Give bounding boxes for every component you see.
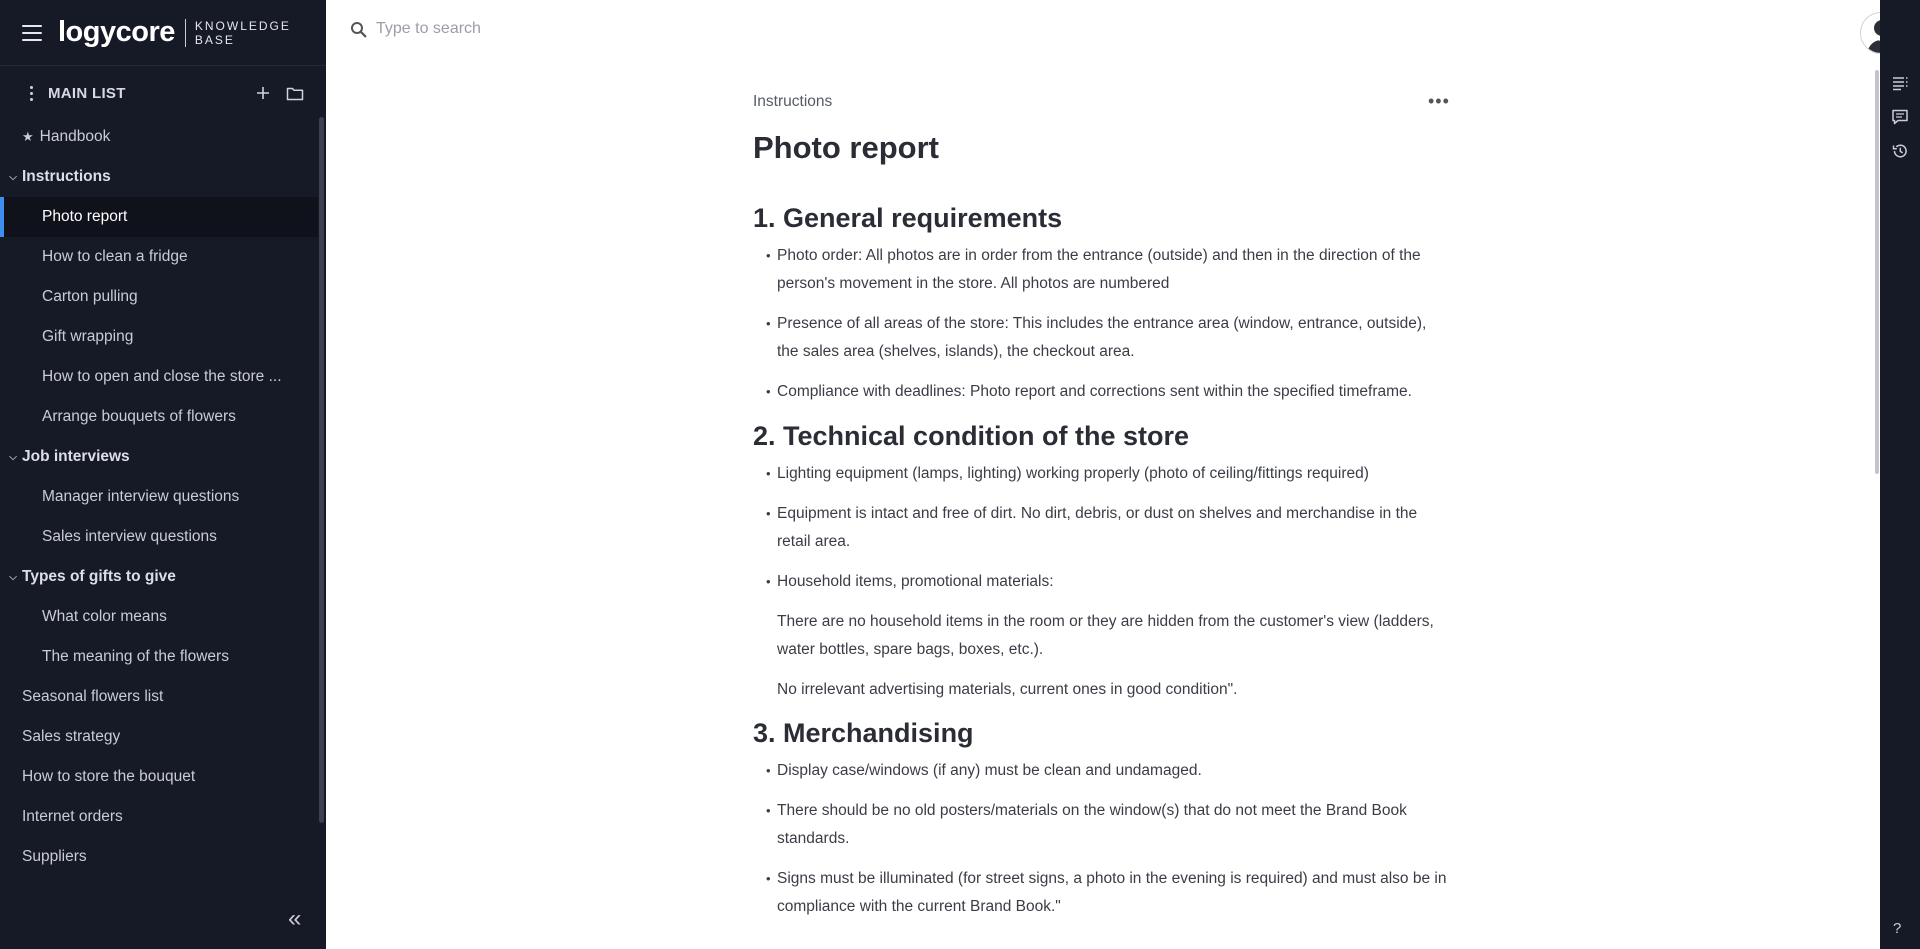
search-input[interactable] xyxy=(376,20,776,38)
chevron-down-icon[interactable]: ⌵ xyxy=(9,451,17,463)
sidebar-item-label: Manager interview questions xyxy=(42,488,240,505)
sidebar-item-arrange-bouquets[interactable] xyxy=(0,397,318,437)
paragraph: There are no household items in the room or they are hidden from the customer's view (ladders, water bottles, spare bags, boxes, etc.). xyxy=(777,613,1434,658)
sidebar-item-label: Types of gifts to give xyxy=(22,568,176,585)
logo[interactable]: logycore xyxy=(58,16,175,48)
sidebar-item-clean-fridge[interactable] xyxy=(0,237,318,277)
sidebar-item-label: Seasonal flowers list xyxy=(22,688,164,705)
right-rail xyxy=(1880,0,1920,949)
sidebar-item-label: The meaning of the flowers xyxy=(42,648,229,665)
sidebar-item-label: How to open and close the store ... xyxy=(42,368,282,385)
paragraph: No irrelevant advertising materials, current ones in good condition". xyxy=(777,681,1238,698)
sidebar-group-instructions[interactable] xyxy=(0,157,318,197)
sidebar-item-label: How to clean a fridge xyxy=(42,248,188,265)
sidebar-item-label: Gift wrapping xyxy=(42,328,134,345)
brand-bar xyxy=(0,0,326,66)
list-header xyxy=(0,69,326,117)
list-options-icon[interactable] xyxy=(24,86,38,101)
menu-icon[interactable] xyxy=(22,25,42,41)
sidebar-item-suppliers[interactable] xyxy=(0,837,318,877)
section-heading: 3. Merchandising xyxy=(753,718,974,748)
list-item: • Equipment is intact and free of dirt. No dirt, debris, or dust on shelves and merchandise in the retail area. xyxy=(777,500,1448,556)
history-icon[interactable] xyxy=(1891,142,1909,160)
sidebar-item-label: Photo report xyxy=(42,208,128,225)
sidebar-scrollbar-thumb[interactable] xyxy=(319,117,324,823)
bullet-list xyxy=(753,242,1448,406)
sidebar-item-sales-interview[interactable] xyxy=(0,517,318,557)
sidebar xyxy=(0,0,326,949)
sidebar-item-label: Sales strategy xyxy=(22,728,121,745)
sidebar-group-types-of-gifts[interactable] xyxy=(0,557,318,597)
list-item: • Household items, promotional materials: xyxy=(777,568,1448,596)
logo-subtitle-line2: BASE xyxy=(194,32,235,47)
sidebar-item-label: Sales interview questions xyxy=(42,528,217,545)
search-icon xyxy=(350,21,367,38)
sidebar-item-label: Suppliers xyxy=(22,848,87,865)
bullet-list xyxy=(753,460,1448,596)
table-of-contents-icon[interactable] xyxy=(1891,74,1909,92)
breadcrumb[interactable]: Instructions xyxy=(753,93,833,110)
list-item: • Compliance with deadlines: Photo report and corrections sent within the specified timeframe. xyxy=(777,378,1448,406)
content-scrollbar-thumb[interactable] xyxy=(1875,70,1879,474)
comments-icon[interactable] xyxy=(1891,108,1909,126)
help-icon[interactable]: ? xyxy=(1893,920,1902,937)
section-heading: 1. General requirements xyxy=(753,203,1063,233)
sidebar-item-carton-pulling[interactable] xyxy=(0,277,318,317)
section-heading: 2. Technical condition of the store xyxy=(753,421,1190,451)
list-item: • Presence of all areas of the store: This includes the entrance area (window, entrance, outside), the sales area (shelves, islands), the checkout area. xyxy=(777,310,1448,366)
sidebar-item-photo-report[interactable] xyxy=(0,197,318,237)
sidebar-item-label: What color means xyxy=(42,608,167,625)
folder-icon[interactable] xyxy=(284,82,306,104)
sidebar-item-label: Arrange bouquets of flowers xyxy=(42,408,236,425)
sidebar-item-meaning-of-flowers[interactable] xyxy=(0,637,318,677)
add-icon[interactable] xyxy=(252,82,274,104)
search-bar xyxy=(350,20,776,38)
sidebar-item-open-close-store[interactable] xyxy=(0,357,318,397)
list-item: • There should be no old posters/materials on the window(s) that do not meet the Brand Book standards. xyxy=(777,797,1448,853)
sidebar-group-job-interviews[interactable] xyxy=(0,437,318,477)
sidebar-item-sales-strategy[interactable] xyxy=(0,717,318,757)
sidebar-item-manager-interview[interactable] xyxy=(0,477,318,517)
sidebar-item-label: Internet orders xyxy=(22,808,123,825)
sidebar-item-store-bouquet[interactable] xyxy=(0,757,318,797)
sidebar-item-gift-wrapping[interactable] xyxy=(0,317,318,357)
star-icon: ★ xyxy=(22,129,34,144)
logo-subtitle-line1: KNOWLEDGE xyxy=(194,18,291,33)
sidebar-item-what-color-means[interactable] xyxy=(0,597,318,637)
sidebar-item-label: Carton pulling xyxy=(42,288,138,305)
logo-subtitle xyxy=(195,19,291,47)
collapse-sidebar-icon[interactable]: « xyxy=(288,905,302,932)
sidebar-scrollbar[interactable] xyxy=(319,117,325,823)
sidebar-item-handbook[interactable] xyxy=(0,117,318,157)
more-options-icon[interactable]: ••• xyxy=(1428,91,1450,111)
sidebar-item-label: How to store the bouquet xyxy=(22,768,196,785)
list-title: MAIN LIST xyxy=(48,84,126,102)
page-title: Photo report xyxy=(753,130,939,165)
list-item: • Signs must be illuminated (for street signs, a photo in the evening is required) and must also be in compliance with the current Brand Book." xyxy=(777,865,1448,921)
sidebar-item-label: Handbook xyxy=(39,128,111,145)
sidebar-nav xyxy=(0,117,318,877)
chevron-down-icon[interactable]: ⌵ xyxy=(9,571,17,583)
article xyxy=(753,88,1448,933)
sidebar-item-label: Instructions xyxy=(22,168,111,185)
list-item: • Lighting equipment (lamps, lighting) working properly (photo of ceiling/fittings required) xyxy=(777,460,1448,488)
logo-divider xyxy=(185,19,186,47)
sidebar-item-internet-orders[interactable] xyxy=(0,797,318,837)
list-item: • Photo order: All photos are in order from the entrance (outside) and then in the direction of the person's movement in the store. All photos are numbered xyxy=(777,242,1448,298)
list-item: • Display case/windows (if any) must be clean and undamaged. xyxy=(777,757,1448,785)
sidebar-item-seasonal-flowers[interactable] xyxy=(0,677,318,717)
sidebar-item-label: Job interviews xyxy=(22,448,130,465)
bullet-list xyxy=(753,757,1448,921)
chevron-down-icon[interactable]: ⌵ xyxy=(9,171,17,183)
